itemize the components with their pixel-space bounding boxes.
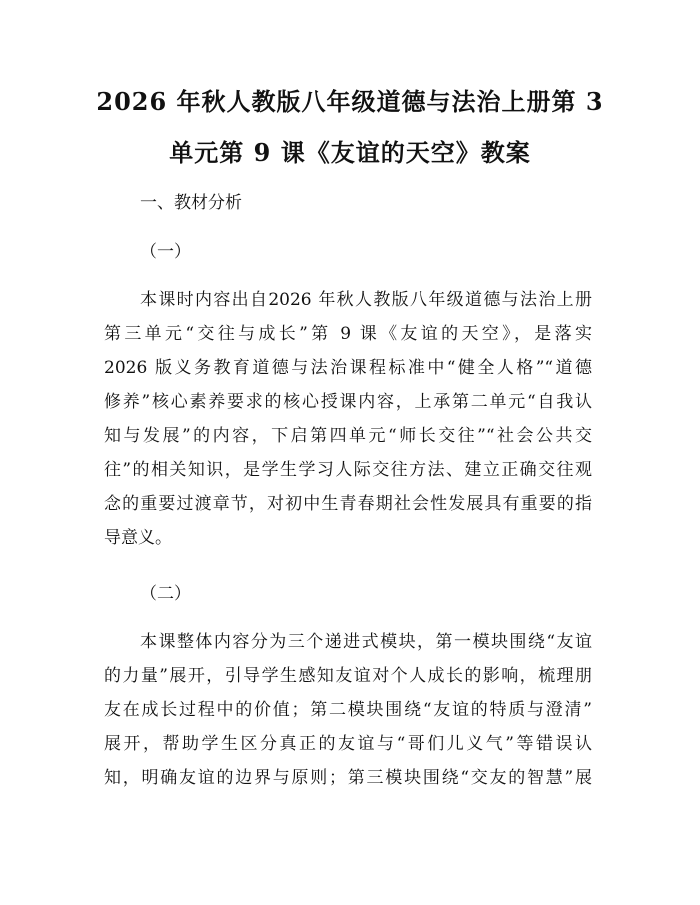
paragraph-1-line: 知与发展”的内容，下启第四单元“师长交往”“社会公共交 <box>104 426 592 446</box>
paragraph-1-line: 本课时内容出自2026 年秋人教版八年级道德与法治上册 <box>140 290 592 310</box>
paragraph-1-line: 2026 版义务教育道德与法治课程标准中“健全人格”“道德 <box>104 358 592 378</box>
paragraph-1-line: 修养”核心素养要求的核心授课内容，上承第二单元“自我认 <box>104 392 592 412</box>
paragraph-1-line: 第三单元“交往与成长”第 9 课《友谊的天空》，是落实 <box>104 324 592 344</box>
paragraph-2-line: 本课整体内容分为三个递进式模块，第一模块围绕“友谊 <box>140 632 592 652</box>
section-heading: 一、教材分析 <box>140 193 242 213</box>
paragraph-2-line: 知，明确友谊的边界与原则；第三模块围绕“交友的智慧”展 <box>104 768 592 788</box>
document-title-line-2: 单元第 9 课《友谊的天空》教案 <box>169 138 531 167</box>
subheading-1: （一） <box>140 242 191 262</box>
document-title-line-1: 2026 年秋人教版八年级道德与法治上册第 3 <box>96 87 604 116</box>
paragraph-1-line: 往”的相关知识，是学生学习人际交往方法、建立正确交往观 <box>104 460 592 480</box>
paragraph-1-line: 念的重要过渡章节，对初中生青春期社会性发展具有重要的指 <box>104 494 592 514</box>
paragraph-2-line: 展开，帮助学生区分真正的友谊与“哥们儿义气”等错误认 <box>104 734 592 754</box>
subheading-2: （二） <box>140 584 191 604</box>
paragraph-2-line: 友在成长过程中的价值；第二模块围绕“友谊的特质与澄清” <box>104 700 592 720</box>
paragraph-2-line: 的力量”展开，引导学生感知友谊对个人成长的影响，梳理朋 <box>104 666 592 686</box>
paragraph-1-line: 导意义。 <box>104 528 172 548</box>
